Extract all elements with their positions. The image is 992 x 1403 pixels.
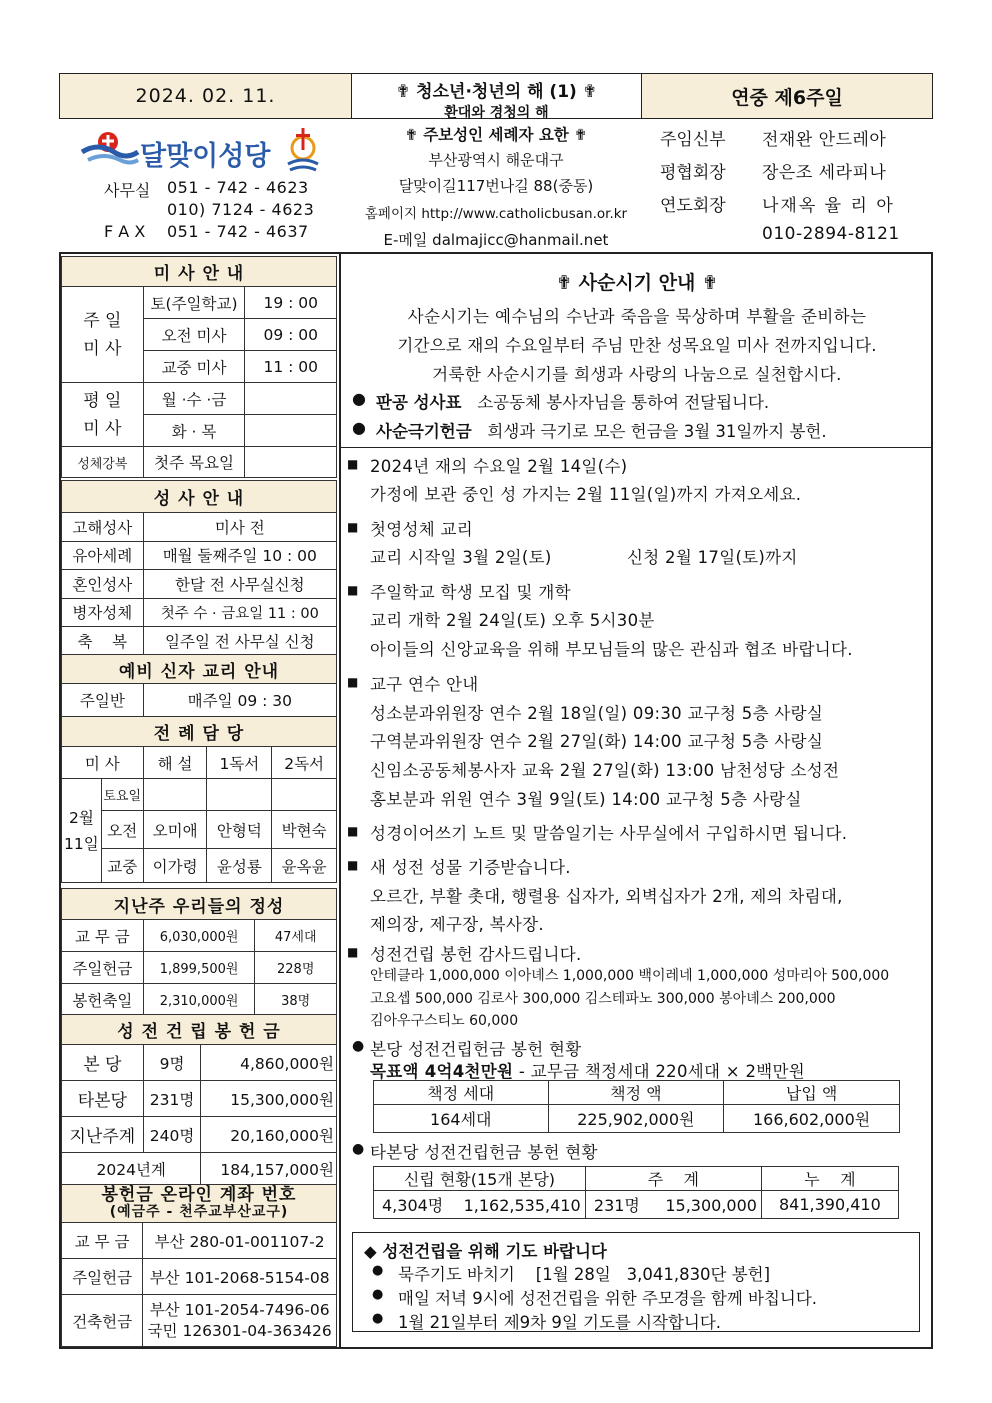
other-fund-table	[373, 1166, 899, 1219]
communion-line-2: 신청 2월 17일(토)까지	[627, 548, 798, 567]
lent-intro-2: 거룩한 사순시기를 희생과 사랑의 나눔으로 실천합시다.	[432, 365, 842, 384]
lent-divider	[340, 447, 932, 448]
liturgy-header-reading2: 2독서	[272, 747, 337, 779]
catechumen-title: 예비 신자 교리 안내	[62, 655, 337, 684]
staff-role-0: 주임신부	[660, 130, 726, 150]
liturgy-row-0-reading1	[207, 779, 272, 811]
sacraments-table	[61, 480, 337, 656]
lent-item-0	[376, 389, 769, 413]
header-theme-box	[351, 73, 642, 119]
donation-line-0: 새 성전 성물 기증받습니다.	[370, 858, 571, 877]
school-line-0: 주일학교 학생 모집 및 개학	[370, 583, 571, 602]
header-week-box	[641, 73, 933, 119]
weekday-row-1: 화 · 목	[143, 415, 245, 447]
column-divider	[339, 252, 341, 1349]
building-year-label: 2024년계	[62, 1153, 201, 1185]
liturgy-row-1-mass: 오전	[101, 811, 143, 849]
mass-row-2-time: 11 : 00	[245, 351, 337, 383]
building-table	[61, 1014, 337, 1185]
homepage-link[interactable]: 홈페이지 http://www.catholicbusan.or.kr	[364, 206, 628, 222]
lent-intro-0: 사순시기는 예수님의 수난과 죽음을 묵상하며 부활을 준비하는	[407, 307, 867, 326]
sacrament-1-value: 매월 둘째주일 10 : 00	[143, 541, 336, 570]
adoration-label: 성체강복	[62, 447, 144, 478]
liturgy-row-0-reading2	[272, 779, 337, 811]
fax-number: 051 - 742 - 4637	[167, 222, 309, 241]
other-fund-title: 타본당 성전건립헌금 봉헌 현황	[370, 1143, 598, 1162]
weekday-row-0: 월 ·수 ·금	[143, 383, 245, 415]
sunday-mass-label: 주 일 미 사	[62, 287, 144, 383]
account-building-0: 부산 101-2054-7496-06	[149, 1300, 330, 1319]
liturgy-row-2-reading2: 윤옥윤	[272, 849, 337, 883]
school-line-2: 아이들의 신앙교육을 위해 부모님들의 많은 관심과 협조 바랍니다.	[370, 640, 853, 659]
sacrament-1-name: 유아세례	[62, 541, 144, 570]
offering-1-name: 주일헌금	[62, 952, 144, 984]
other-fund-header-1: 주 계	[585, 1167, 761, 1191]
staff-name-2: 나재옥 율 리 아	[762, 196, 895, 216]
sacrament-2-name: 혼인성사	[62, 570, 144, 599]
lent-item-1-text: 희생과 극기로 모은 헌금을 3월 31일까지 봉헌.	[487, 422, 827, 441]
other-fund-total: 841,390,410	[761, 1191, 898, 1219]
weekday-mass-label: 평 일 미 사	[62, 383, 144, 447]
email-link[interactable]: E-메일 dalmajicc@hanmail.net	[383, 231, 609, 249]
square-bullet-icon: ■	[347, 945, 359, 959]
building-1-amount: 15,300,000원	[201, 1081, 337, 1117]
square-bullet-icon: ■	[347, 675, 359, 689]
mass-table	[61, 256, 337, 478]
liturgy-row-1-reading1: 안형덕	[207, 811, 272, 849]
issue-date: 2024. 02. 11.	[135, 85, 276, 107]
sacrament-0-value: 미사 전	[143, 513, 336, 542]
liturgy-row-2-commentary: 이가령	[143, 849, 207, 883]
office-phone-label: 사무실	[104, 181, 151, 200]
adoration-value: 첫주 목요일	[143, 447, 245, 478]
offering-0-name: 교 무 금	[62, 920, 144, 952]
school-line-1: 교리 개학 2월 24일(토) 오후 5시30분	[370, 611, 655, 630]
prayer-item-0: 묵주기도 바치기 [1월 28일 3,041,830단 봉헌]	[398, 1265, 771, 1284]
parish-fund-header-0: 책정 세대	[374, 1081, 549, 1105]
mass-row-1-name: 오전 미사	[143, 319, 245, 351]
staff-role-2: 연도회장	[660, 196, 726, 216]
offering-table	[61, 888, 337, 1016]
thanks-line-3: 김아우구스티노 60,000	[370, 1013, 519, 1029]
bullet-dot-icon: ●	[352, 1038, 365, 1054]
staff-name-1: 장은조 세라피나	[762, 163, 887, 183]
donation-line-1: 오르간, 부활 촛대, 행렬용 십자가, 외벽십자가 2개, 제의 차림대,	[370, 887, 843, 906]
account-1-name: 주일헌금	[62, 1259, 143, 1295]
other-fund-applied-amount: 1,162,535,410	[463, 1196, 581, 1215]
adoration-empty	[245, 447, 337, 478]
offering-2-amount: 2,310,000원	[143, 984, 255, 1016]
other-fund-header-2: 누 계	[761, 1167, 898, 1191]
training-line-0: 교구 연수 안내	[370, 675, 479, 694]
square-bullet-icon: ■	[347, 457, 359, 471]
other-fund-week-amount: 15,300,000	[665, 1196, 757, 1215]
church-logo	[78, 126, 328, 176]
sacraments-title: 성 사 안 내	[62, 481, 337, 513]
parish-fund-table	[373, 1080, 900, 1133]
bullet-dot-icon: ●	[352, 418, 366, 437]
square-bullet-icon: ■	[347, 583, 359, 597]
account-building-values	[143, 1295, 337, 1347]
parish-fund-header-2: 납입 액	[724, 1081, 900, 1105]
liturgy-row-0-commentary	[143, 779, 207, 811]
liturgy-row-0-mass: 토요일	[101, 779, 143, 811]
training-line-3: 신임소공동체봉사자 교육 2월 27일(화) 13:00 남천성당 소성전	[370, 761, 840, 780]
ash-line-0: 2024년 재의 수요일 2월 14일(수)	[370, 457, 628, 476]
other-fund-header-0: 신립 현황(15개 본당)	[374, 1167, 586, 1191]
liturgy-row-2-reading1: 윤성룡	[207, 849, 272, 883]
other-fund-week	[585, 1191, 761, 1219]
lent-item-0-text: 소공동체 봉사자님을 통하여 전달됩니다.	[477, 393, 770, 412]
square-bullet-icon: ■	[347, 824, 359, 838]
church-name: 달맞이성당	[140, 141, 271, 172]
building-1-count: 231명	[143, 1081, 201, 1117]
prayer-item-1: 매일 저녁 9시에 성전건립을 위한 주모경을 함께 바칩니다.	[398, 1289, 818, 1308]
offering-title: 지난주 우리들의 정성	[62, 889, 337, 920]
bullet-dot-icon: ●	[352, 1141, 365, 1157]
weekday-row-1-time	[245, 415, 337, 447]
building-2-amount: 20,160,000원	[201, 1117, 337, 1153]
staff-role-1: 평협회장	[660, 163, 726, 183]
liturgy-row-1-commentary: 오미애	[143, 811, 207, 849]
building-year-total: 184,157,000원	[201, 1153, 337, 1185]
catechumen-table	[61, 654, 337, 717]
mass-row-1-time: 09 : 00	[245, 319, 337, 351]
office-phone-2: 010) 7124 - 4623	[167, 200, 315, 219]
liturgy-header-reading1: 1독서	[207, 747, 272, 779]
training-line-1: 성소분과위원장 연수 2월 18일(일) 09:30 교구청 5층 사랑실	[370, 704, 824, 723]
building-title: 성 전 건 립 봉 헌 금	[62, 1015, 337, 1045]
liturgy-date: 2월 11일	[62, 779, 102, 883]
catechumen-value: 매주일 09 : 30	[143, 684, 336, 717]
staff-phone: 010-2894-8121	[762, 224, 900, 244]
other-fund-week-count: 231명	[593, 1196, 640, 1215]
training-line-2: 구역분과위원장 연수 2월 27일(화) 14:00 교구청 5층 사랑실	[370, 732, 824, 751]
staff-name-0: 전재완 안드레아	[762, 130, 887, 150]
parish-fund-goal	[370, 1058, 805, 1082]
mass-row-0-name: 토(주일학교)	[143, 287, 245, 319]
ash-line-1: 가정에 보관 중인 성 가지는 2월 11일(일)까지 가져오세요.	[370, 485, 802, 504]
sacrament-4-value: 일주일 전 사무실 신청	[143, 627, 336, 656]
other-fund-applied-count: 4,304명	[382, 1196, 444, 1215]
account-building-label: 건축헌금	[62, 1295, 143, 1347]
sacrament-4-name: 축 복	[62, 627, 144, 656]
liturgy-row-1-reading2: 박현숙	[272, 811, 337, 849]
mass-row-0-time: 19 : 00	[245, 287, 337, 319]
liturgy-row-2-mass: 교중	[101, 849, 143, 883]
bullet-dot-icon: ●	[372, 1311, 384, 1326]
accounts-title: 봉헌금 온라인 계좌 번호	[101, 1184, 297, 1205]
accounts-subtitle: (예금주 - 천주교부산교구)	[109, 1203, 289, 1220]
lent-title: ✟ 사순시기 안내 ✟	[556, 272, 718, 294]
communion-line-1: 교리 시작일 3월 2일(토)	[370, 548, 552, 567]
bible-notice: 성경이어쓰기 노트 및 말씀일기는 사무실에서 구입하시면 됩니다.	[370, 824, 848, 843]
parish-fund-header-1: 책정 액	[548, 1081, 724, 1105]
accounts-table	[61, 1184, 337, 1347]
other-fund-applied	[374, 1191, 586, 1219]
offering-1-count: 228명	[255, 952, 337, 984]
accounts-header	[62, 1185, 337, 1223]
sacrament-3-value: 첫주 수 · 금요일 11 : 00	[143, 598, 336, 627]
building-2-name: 지난주계	[62, 1117, 144, 1153]
account-1-value: 부산 101-2068-5154-08	[143, 1259, 337, 1295]
bullet-dot-icon: ●	[352, 389, 366, 408]
offering-1-amount: 1,899,500원	[143, 952, 255, 984]
offering-2-count: 38명	[255, 984, 337, 1016]
donation-line-2: 제의장, 제구장, 복사장.	[370, 915, 544, 934]
sacrament-2-value: 한달 전 사무실신청	[143, 570, 336, 599]
thanks-line-2: 고요셉 500,000 김로사 300,000 김스테파노 300,000 봉아녜스 200,000	[370, 991, 836, 1007]
building-0-count: 9명	[143, 1045, 201, 1081]
theme-subtitle: 환대와 경청의 해	[444, 105, 549, 121]
address-line-2: 달맞이길117번나길 88(중동)	[398, 177, 594, 195]
lent-item-1	[376, 418, 827, 442]
bullet-dot-icon: ●	[372, 1287, 384, 1302]
lent-item-0-bold: 판공 성사표	[376, 393, 462, 412]
parish-fund-title: 본당 성전건립헌금 봉헌 현황	[370, 1040, 582, 1059]
account-building-1: 국민 126301-04-363426	[147, 1321, 332, 1340]
catechumen-label: 주일반	[62, 684, 144, 717]
patron-saint: ✟ 주보성인 세례자 요한 ✟	[404, 126, 588, 144]
mass-row-2-name: 교중 미사	[143, 351, 245, 383]
sacrament-0-name: 고해성사	[62, 513, 144, 542]
lent-item-1-bold: 사순극기헌금	[376, 422, 472, 441]
offering-0-amount: 6,030,000원	[143, 920, 255, 952]
liturgical-week: 연중 제6주일	[731, 86, 843, 109]
lent-intro-1: 기간으로 재의 수요일부터 주님 만찬 성목요일 미사 전까지입니다.	[397, 336, 877, 355]
account-0-name: 교 무 금	[62, 1223, 143, 1259]
fax-label: F A X	[104, 222, 146, 241]
communion-line-0: 첫영성체 교리	[370, 520, 473, 539]
building-0-name: 본 당	[62, 1045, 144, 1081]
offering-0-count: 47세대	[255, 920, 337, 952]
square-bullet-icon: ■	[347, 520, 359, 534]
parish-fund-goal-bold: 목표액 4억4천만원	[370, 1062, 514, 1081]
parish-fund-value-1: 225,902,000원	[548, 1105, 724, 1133]
prayer-title: ◆ 성전건립을 위해 기도 바랍니다	[364, 1242, 607, 1261]
parish-fund-value-2: 166,602,000원	[724, 1105, 900, 1133]
mass-title: 미 사 안 내	[62, 257, 337, 287]
liturgy-table	[61, 716, 337, 883]
weekday-row-0-time	[245, 383, 337, 415]
parish-fund-value-0: 164세대	[374, 1105, 549, 1133]
account-0-value: 부산 280-01-001107-2	[143, 1223, 337, 1259]
theme-title: ✟ 청소년·청년의 해 (1) ✟	[396, 82, 597, 102]
parish-fund-goal-rest: - 교무금 책정세대 220세대 × 2백만원	[513, 1062, 805, 1081]
prayer-item-2: 1월 21일부터 제9차 9일 기도를 시작합니다.	[398, 1313, 722, 1332]
offering-2-name: 봉헌축일	[62, 984, 144, 1016]
office-phone-1: 051 - 742 - 4623	[167, 178, 309, 197]
header-date-box	[59, 73, 352, 119]
training-line-4: 홍보분과 위원 연수 3월 9일(토) 14:00 교구청 5층 사랑실	[370, 790, 802, 809]
liturgy-title: 전 례 담 당	[62, 717, 337, 747]
building-0-amount: 4,860,000원	[201, 1045, 337, 1081]
square-bullet-icon: ■	[347, 858, 359, 872]
liturgy-header-mass: 미 사	[62, 747, 144, 779]
thanks-line-1: 안테클라 1,000,000 이아녜스 1,000,000 백이레네 1,000,000 성마리아 500,000	[370, 968, 890, 984]
address-line-1: 부산광역시 해운대구	[428, 151, 564, 169]
bullet-dot-icon: ●	[372, 1263, 384, 1278]
liturgy-header-commentary: 해 설	[143, 747, 207, 779]
building-1-name: 타본당	[62, 1081, 144, 1117]
building-2-count: 240명	[143, 1117, 201, 1153]
thanks-line-0: 성전건립 봉헌 감사드립니다.	[370, 945, 582, 964]
sacrament-3-name: 병자성체	[62, 598, 144, 627]
